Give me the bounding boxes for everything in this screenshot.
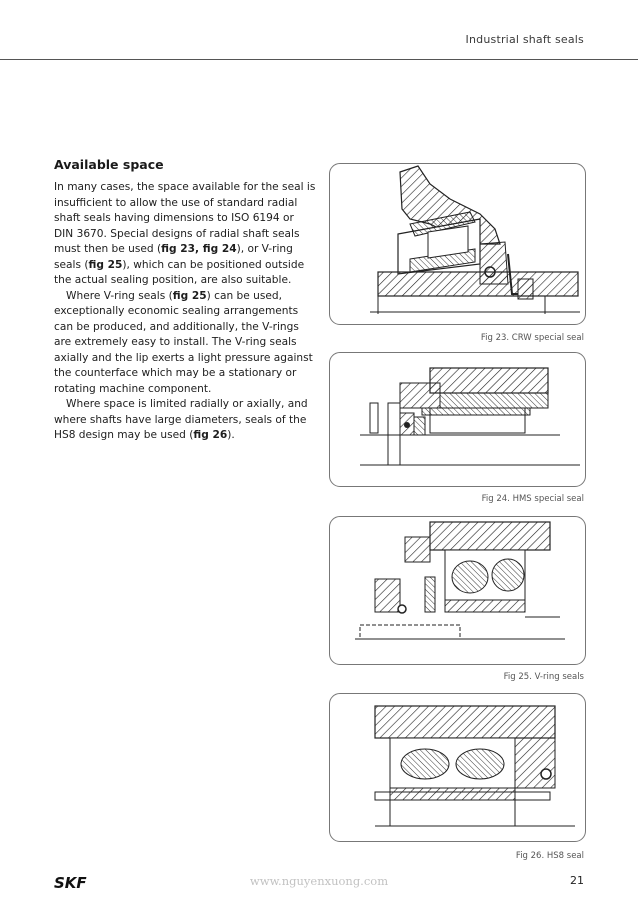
figure-23-crw-seal-drawing	[329, 163, 586, 325]
paragraph-2: Where V-ring seals (fig 25) can be used, exceptionally economic sealing arrangements can be produced, and additionally, the V-rings are extremely easy to install. The V-ring seals axially and the lip exerts a light pressure against the counterface which may be a stationary or rotating machine component.	[54, 289, 313, 395]
body-text	[54, 180, 316, 444]
figure-25-v-ring-seal-drawing	[329, 516, 586, 665]
hs8-seal-drawing	[330, 694, 585, 841]
hms-seal-drawing	[330, 353, 585, 486]
v-ring-seal-drawing	[330, 517, 585, 664]
figure-26-caption: Fig 26. HS8 seal	[515, 851, 584, 861]
section-title: Available space	[54, 157, 164, 172]
figure-23-caption: Fig 23. CRW special seal	[480, 333, 584, 343]
figure-26-hs8-seal-drawing	[329, 693, 586, 842]
figure-25-caption: Fig 25. V-ring seals	[503, 672, 584, 682]
figure-24-caption: Fig 24. HMS special seal	[481, 494, 584, 504]
header-title: Industrial shaft seals	[465, 33, 584, 46]
paragraph-1: In many cases, the space available for the seal is insufficient to allow the use of standard radial shaft seals having dimensions to ISO 6194 or DIN 3670. Special designs of radial shaft seals must then be used (fig 23, fig 24), or V-ring seals (fig 25), which can be positioned outside the actual sealing position, are also suitable.	[54, 181, 316, 286]
svg-text:SKF: SKF	[54, 875, 87, 891]
header-rule	[0, 59, 638, 60]
page-number: 21	[570, 874, 584, 887]
fig-reference: fig 23, fig 24	[161, 243, 237, 255]
crw-seal-drawing	[330, 164, 585, 324]
paragraph-3: Where space is limited radially or axially, and where shafts have large diameters, seals of the HS8 design may be used (fig 26).	[54, 398, 308, 441]
fig-reference: fig 26	[193, 429, 228, 441]
figure-24-hms-seal-drawing	[329, 352, 586, 487]
fig-reference: fig 25	[88, 258, 123, 271]
fig-reference: fig 25	[172, 289, 207, 302]
footer-url: www.nguyenxuong.com	[249, 874, 389, 888]
